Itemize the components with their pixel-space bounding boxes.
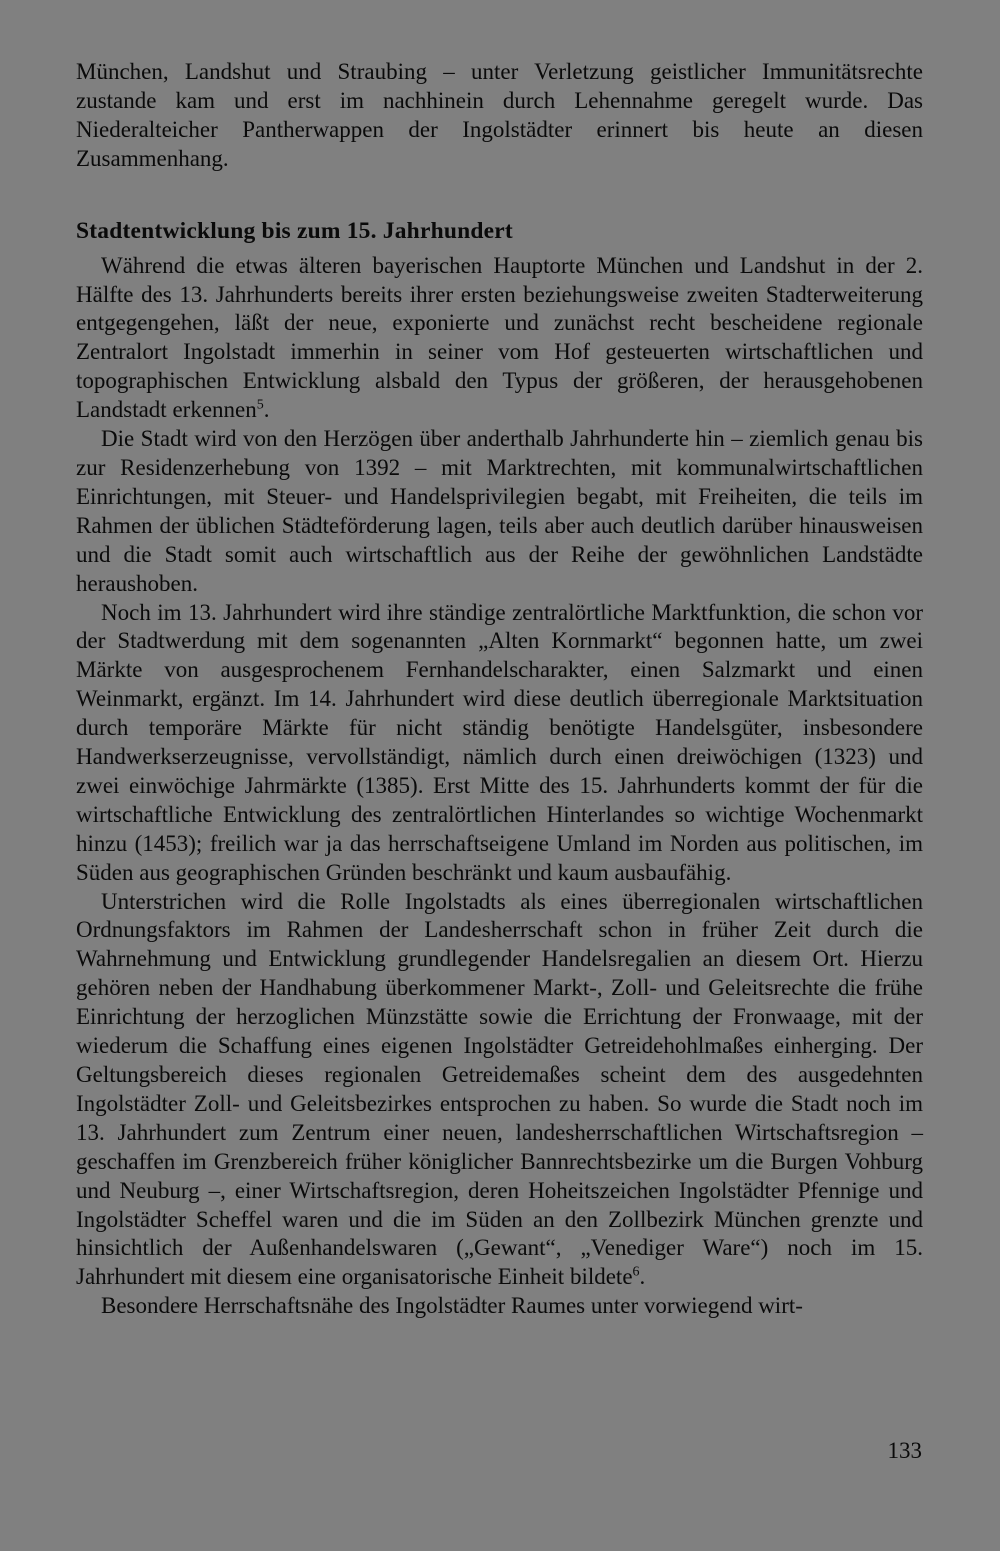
page-number: 133 <box>887 1438 922 1463</box>
paragraph-1-end: . <box>263 397 270 423</box>
paragraph-1 <box>76 252 923 425</box>
section-heading: Stadtentwicklung bis zum 15. Jahrhundert <box>76 217 513 244</box>
paragraph-2: Die Stadt wird von den Herzögen über anderthalb Jahrhunderte hin – ziemlich genau bis zur Residenzerhebung von 1392 – mit Marktrechten, mit kommunalwirtschaftlichen Einrichtungen, mit Steuer- und Handelsprivilegien begabt, mit Freiheiten, die teils im Rahmen der üblichen Städteförderung lagen, teils aber auch deutlich darüber hinausweisen und die Stadt somit auch wirtschaftlich aus der Reihe der gewöhnlichen Landstädte heraushoben. <box>76 426 923 596</box>
paragraph-4 <box>76 888 923 1293</box>
paragraph-4-text: Unterstrichen wird die Rolle Ingolstadts als eines überregionalen wirtschaftlichen Ordnungsfaktors im Rahmen der Landesherrschaft schon in früher Zeit durch die Wahrnehmung und Entwicklung grundlegender Handelsregalien an diesem Ort. Hierzu gehören neben der Handhabung überkommener Markt-, Zoll- und Geleitsrechte die frühe Einrichtung der herzoglichen Münzstätte sowie die Errichtung der Fronwaage, mit der wiederum die Schaffung eines eigenen Ingolstädter Getreidehohlmaßes einherging. Der Geltungsbereich dieses regionalen Getreidemaßes scheint dem des ausgedehnten Ingolstädter Zoll- und Geleitsbezirkes entsprochen zu haben. So wurde die Stadt noch im 13. Jahrhundert zum Zentrum einer neuen, landesherrschaftlichen Wirtschaftsregion – geschaffen im Grenzbereich früher königlicher Bannrechtsbezirke um die Burgen Vohburg und Neuburg –, einer Wirtschaftsregion, deren Hoheitszeichen Ingolstädter Pfennige und Ingolstädter Scheffel waren und die im Süden an den Zollbezirk München grenzte und hinsichtlich der Außenhandelswaren („Gewant“, „Venediger Ware“) noch im 15. Jahrhundert mit diesem eine organisatorische Einheit bildete <box>76 888 923 1290</box>
paragraph-4-end: . <box>639 1264 646 1290</box>
paragraph-5: Besondere Herrschaftsnähe des Ingolstädter Raumes unter vorwiegend wirt- <box>101 1293 803 1319</box>
footnote-marker-6: 6 <box>632 1264 640 1280</box>
intro-paragraph: München, Landshut und Straubing – unter Verletzung geistlicher Immunitätsrechte zustande kam und erst im nachhinein durch Lehennahme geregelt wurde. Das Niederalteicher Pantherwappen der Ingolstädter erinnert bis heute an diesen Zusammenhang. <box>76 59 923 171</box>
page-content <box>76 58 923 1321</box>
footnote-marker-5: 5 <box>256 397 264 413</box>
paragraph-1-text: Während die etwas älteren bayerischen Hauptorte München und Landshut in der 2. Hälfte des 13. Jahrhunderts bereits ihrer ersten beziehungsweise zweiten Stadterweiterung entgegengehen, läßt der neue, exponierte und zunächst recht bescheidene regionale Zentralort Ingolstadt immerhin in seiner vom Hof gesteuerten wirtschaftlichen und topographischen Entwicklung alsbald den Typus der größeren, der herausgehobenen Landstadt erkennen <box>76 252 923 423</box>
paragraph-3: Noch im 13. Jahrhundert wird ihre ständige zentralörtliche Marktfunktion, die schon vor der Stadtwerdung mit dem sogenannten „Alten Kornmarkt“ begonnen hatte, um zwei Märkte von ausgesprochenem Fernhandelscharakter, einen Salzmarkt und einen Weinmarkt, ergänzt. Im 14. Jahrhundert wird diese deutlich überregionale Marktsituation durch temporäre Märkte für nicht ständig benötigte Handelsgüter, insbesondere Handwerkserzeugnisse, vervollständigt, nämlich durch einen dreiwöchigen (1323) und zwei einwöchige Jahrmärkte (1385). Erst Mitte des 15. Jahrhunderts kommt der für die wirtschaftliche Entwicklung des zentralörtlichen Hinterlandes so wichtige Wochenmarkt hinzu (1453); freilich war ja das herrschaftseigene Umland im Norden aus politischen, im Süden aus geographischen Gründen beschränkt und kaum ausbaufähig. <box>76 599 923 885</box>
